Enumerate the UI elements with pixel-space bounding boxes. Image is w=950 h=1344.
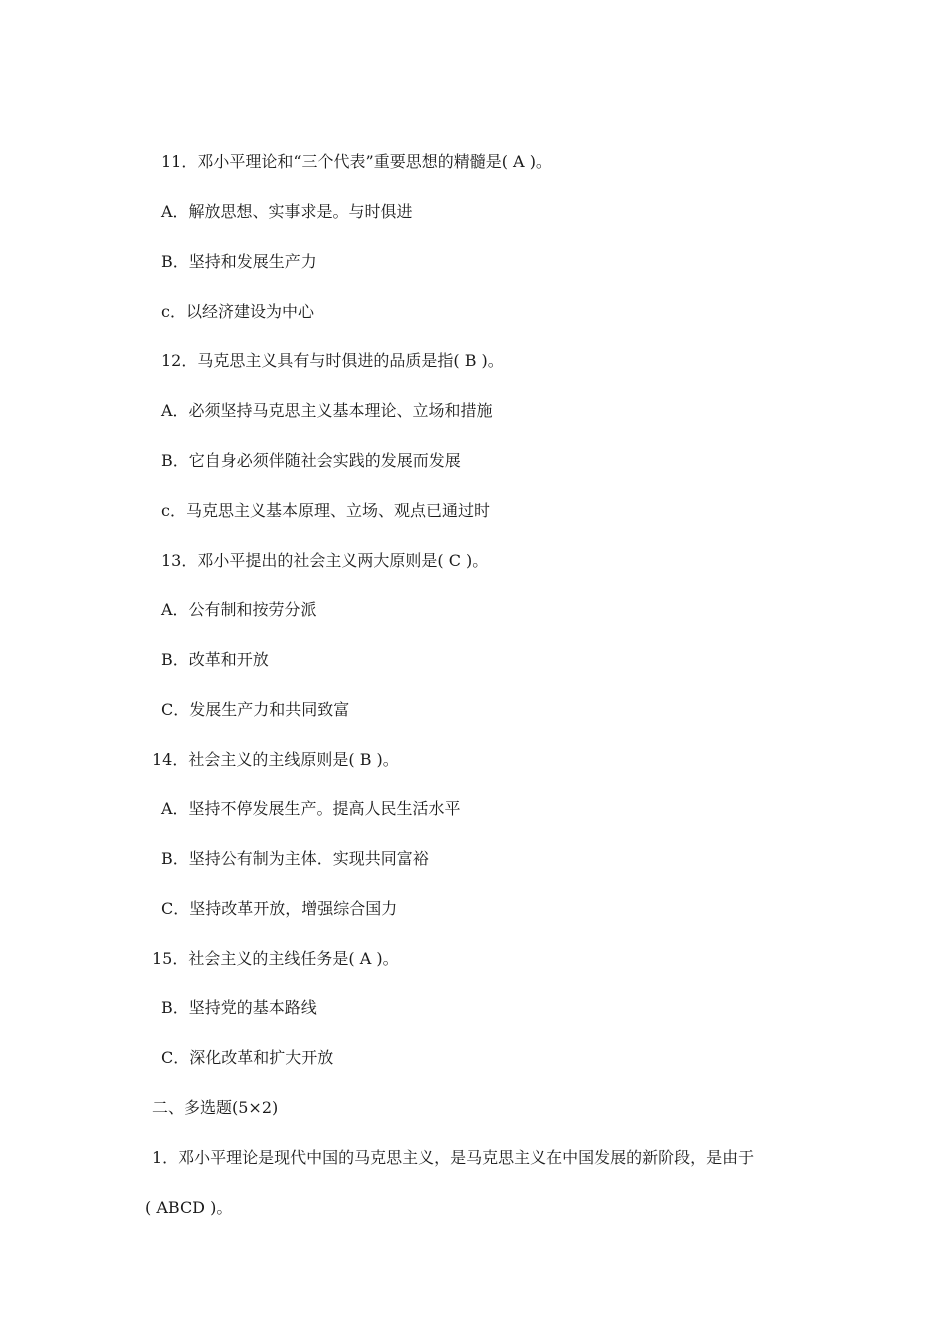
question-13-option-a: A．公有制和按劳分派	[161, 600, 317, 619]
question-11-option-a: A．解放思想、实事求是。与时俱进	[161, 202, 413, 221]
question-13-option-c: C．发展生产力和共同致富	[161, 700, 350, 719]
multi-question-1-answer: ( ABCD )。	[145, 1198, 233, 1217]
question-14-option-a: A．坚持不停发展生产。提高人民生活水平	[161, 799, 461, 818]
question-12: 12．马克思主义具有与时俱进的品质是指( B )。	[161, 351, 504, 370]
question-13: 13．邓小平提出的社会主义两大原则是( C )。	[161, 551, 489, 570]
question-11: 11．邓小平理论和“三个代表”重要思想的精髓是( A )。	[161, 152, 552, 171]
question-14: 14．社会主义的主线原则是( B )。	[152, 750, 399, 769]
question-13-option-b: B．改革和开放	[161, 650, 269, 669]
question-15-option-b: B．坚持党的基本路线	[161, 998, 317, 1017]
question-15: 15．社会主义的主线任务是( A )。	[152, 949, 399, 968]
question-12-option-b: B．它自身必须伴随社会实践的发展而发展	[161, 451, 461, 470]
question-12-option-c: c．马克思主义基本原理、立场、观点已通过时	[161, 501, 490, 520]
question-12-option-a: A．必须坚持马克思主义基本理论、立场和措施	[161, 401, 493, 420]
section-heading-multiple-choice: 二、多选题(5×2)	[152, 1098, 279, 1117]
question-14-option-b: B．坚持公有制为主体．实现共同富裕	[161, 849, 429, 868]
question-11-option-b: B．坚持和发展生产力	[161, 252, 317, 271]
multi-question-1: 1．邓小平理论是现代中国的马克思主义，是马克思主义在中国发展的新阶段，是由于	[152, 1148, 755, 1167]
question-14-option-c: C．坚持改革开放，增强综合国力	[161, 899, 398, 918]
question-11-option-c: c．以经济建设为中心	[161, 302, 314, 321]
question-15-option-c: C．深化改革和扩大开放	[161, 1048, 334, 1067]
